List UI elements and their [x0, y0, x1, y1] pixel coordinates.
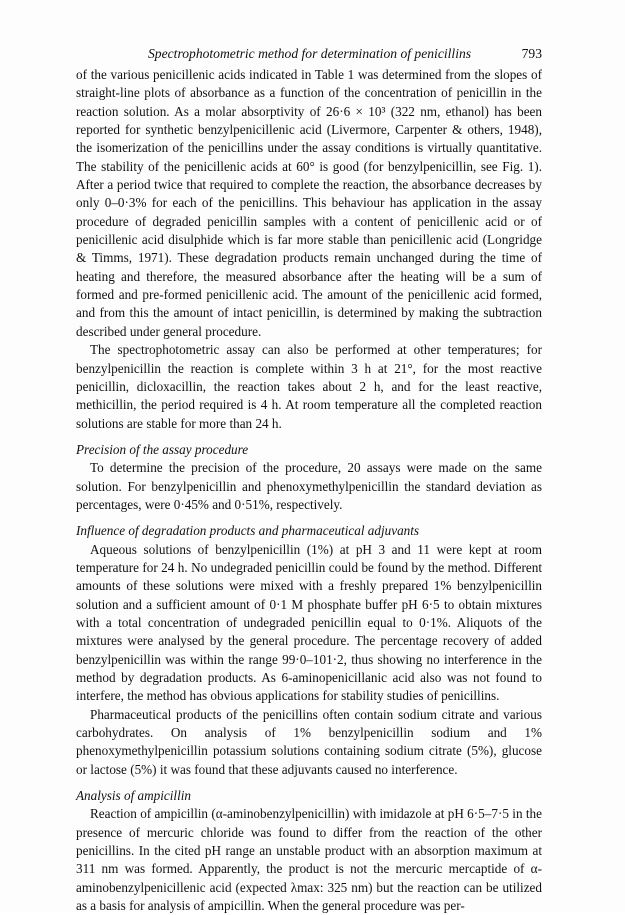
paragraph-ampicillin: Reaction of ampicillin (α-aminobenzylpenicillin) with imidazole at pH 6·5–7·5 in the presence of mercuric chloride was found to differ from the reaction of the other penicillins. In the cited pH range an unstable product with an absorption maximum at 311 nm was formed. Apparently, the product is not the mercuric mercaptide of α-aminobenzylpenicillenic acid (expected λmax: 325 nm) but the reaction can be utilized as a basis for analysis of ampicillin. When the general procedure was per- — [76, 806, 542, 914]
section-heading-ampicillin: Analysis of ampicillin — [76, 788, 192, 804]
article-body — [76, 66, 542, 915]
section-heading-precision: Precision of the assay procedure — [76, 441, 249, 457]
paragraph-adjuvants: Pharmaceutical products of the penicillins often contain sodium citrate and various carbohydrates. On analysis of 1% benzylpenicillin sodium and 1% phenoxymethylpenicillin potassium solutions containing sodium citrate (5%), glucose or lactose (5%) it was found that these adjuvants caused no interference. — [76, 706, 542, 777]
paragraph-degradation: Aqueous solutions of benzylpenicillin (1%) at pH 3 and 11 were kept at room temperature for 24 h. No undegraded penicillin could be found by the method. Different amounts of these solutions were mixed with a freshly prepared 1% benzylpenicillin solution and a sufficient amount of 0·1 M phosphate buffer pH 6·5 to obtain mixtures with a total concentration of undegraded penicillin equal to 0·1%. Aliquots of the mixtures were analysed by the general procedure. The percentage recovery of added benzylpenicillin was within the range 99·0–101·2, thus showing no interference in the method by degradation products. As 6-aminopenicillanic acid also was not found to interfere, the method has obvious applications for stability studies of penicillins. — [76, 541, 542, 704]
running-title: Spectrophotometric method for determination of penicillins — [148, 46, 472, 61]
paragraph-temperature: The spectrophotometric assay can also be performed at other temperatures; for benzylpenicillin the reaction is complete within 3 h at 21°, for the most reactive penicillin, dicloxacillin, the reaction takes about 2 h, and for the least reactive, methicillin, the period required is 4 h. At room temperature all the completed reaction solutions are stable for more than 24 h. — [76, 342, 542, 431]
page-number: 793 — [521, 46, 542, 61]
section-heading-degradation: Influence of degradation products and pharmaceutical adjuvants — [76, 523, 420, 539]
page-header — [76, 46, 542, 66]
paragraph-precision: To determine the precision of the procedure, 20 assays were made on the same solution. For benzylpenicillin and phenoxymethylpenicillin the standard deviation as percentages, were 0·45% and 0·51%, respectively. — [76, 460, 542, 512]
paragraph-stability: of the various penicillenic acids indicated in Table 1 was determined from the slopes of straight-line plots of absorbance as a function of the concentration of penicillin in the reaction solution. As a molar absorptivity of 26·6 × 10³ (322 nm, ethanol) has been reported for synthetic benzylpenicillenic acid (Livermore, Carpenter & others, 1948), the isomerization of the penicillins under the assay conditions is virtually quantitative. The stability of the penicillenic acids at 60° is good (for benzylpenicillin, see Fig. 1). After a period twice that required to complete the reaction, the absorbance decreases by only 0–0·3% for each of the penicillins. This behaviour has application in the assay procedure of degraded penicillin samples with a content of penicillenic acid or of penicillenic acid disulphide which is far more stable than penicillenic acid (Longridge & Timms, 1971). These degradation products remain unchanged during the time of heating and therefore, the measured absorbance after the heating will be a sum of formed and pre-formed penicillenic acid. The amount of the penicillenic acid formed, and from this the amount of intact penicillin, is determined by making the subtraction described under general procedure. — [76, 67, 542, 339]
